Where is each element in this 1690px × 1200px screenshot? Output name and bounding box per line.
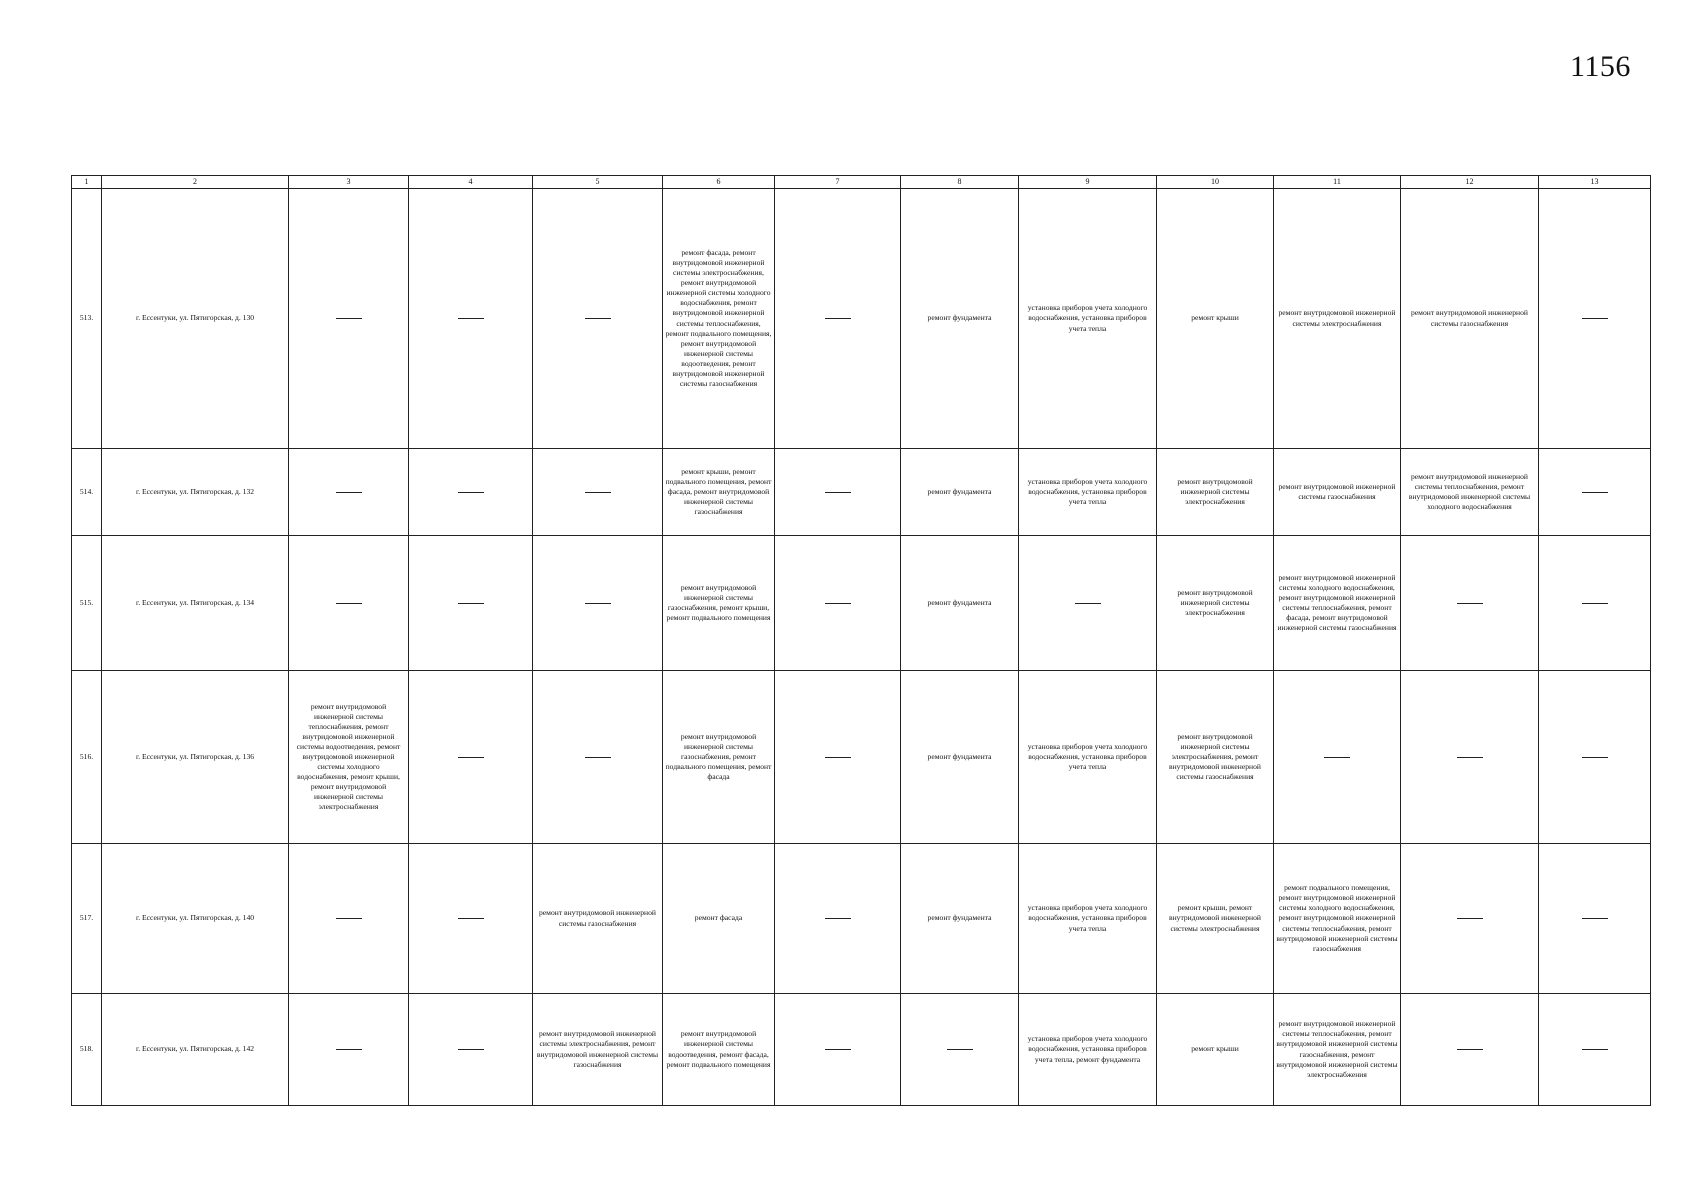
empty-cell bbox=[409, 449, 533, 536]
dash-mark bbox=[825, 757, 851, 758]
empty-cell bbox=[1019, 536, 1157, 671]
empty-cell bbox=[533, 189, 663, 449]
dash-mark bbox=[458, 318, 484, 319]
empty-cell bbox=[289, 189, 409, 449]
empty-cell bbox=[289, 449, 409, 536]
table-row bbox=[72, 189, 1651, 449]
work-type-cell: ремонт внутридомовой инженерной системы электроснабжения, ремонт внутридомовой инженерной системы газоснабжения bbox=[1157, 671, 1274, 844]
dash-mark bbox=[825, 603, 851, 604]
dash-mark bbox=[1582, 603, 1608, 604]
empty-cell bbox=[775, 449, 901, 536]
dash-mark bbox=[336, 918, 362, 919]
empty-cell bbox=[1401, 671, 1539, 844]
table-row bbox=[72, 536, 1651, 671]
empty-cell bbox=[775, 189, 901, 449]
dash-mark bbox=[585, 757, 611, 758]
column-number: 10 bbox=[1157, 176, 1274, 189]
work-type-cell: ремонт фундамента bbox=[901, 536, 1019, 671]
work-type-cell: установка приборов учета холодного водоснабжения, установка приборов учета тепла bbox=[1019, 189, 1157, 449]
page-number: 1156 bbox=[1570, 50, 1631, 83]
work-type-cell: ремонт внутридомовой инженерной системы электроснабжения bbox=[1157, 536, 1274, 671]
row-number: 513. bbox=[72, 189, 102, 449]
empty-cell bbox=[409, 994, 533, 1106]
work-type-cell: установка приборов учета холодного водоснабжения, установка приборов учета тепла bbox=[1019, 844, 1157, 994]
work-type-cell: ремонт подвального помещения, ремонт внутридомовой инженерной системы холодного водоснабжения, ремонт внутридомовой инженерной системы теплоснабжения, ремонт внутридомовой инженерной системы газоснабжения bbox=[1274, 844, 1401, 994]
work-type-cell: ремонт внутридомовой инженерной системы холодного водоснабжения, ремонт внутридомовой инженерной системы теплоснабжения, ремонт фасада, ремонт внутридомовой инженерной системы газоснабжения bbox=[1274, 536, 1401, 671]
dash-mark bbox=[1582, 757, 1608, 758]
work-type-cell: ремонт внутридомовой инженерной системы электроснабжения bbox=[1274, 189, 1401, 449]
column-number: 13 bbox=[1539, 176, 1651, 189]
work-type-cell: ремонт фасада, ремонт внутридомовой инженерной системы электроснабжения, ремонт внутридомовой инженерной системы холодного водоснабжения, ремонт внутридомовой инженерной системы теплоснабжения, ремонт подвального помещения, ремонт внутридомовой инженерной системы водоотведения, ремонт внутридомовой инженерной системы газоснабжения bbox=[663, 189, 775, 449]
column-number: 1 bbox=[72, 176, 102, 189]
row-number: 514. bbox=[72, 449, 102, 536]
work-type-cell: ремонт внутридомовой инженерной системы газоснабжения bbox=[533, 844, 663, 994]
dash-mark bbox=[1582, 1049, 1608, 1050]
work-type-cell: ремонт внутридомовой инженерной системы теплоснабжения, ремонт внутридомовой инженерной системы холодного водоснабжения bbox=[1401, 449, 1539, 536]
row-number: 517. bbox=[72, 844, 102, 994]
dash-mark bbox=[458, 757, 484, 758]
empty-cell bbox=[289, 994, 409, 1106]
table-body bbox=[72, 189, 1651, 1106]
work-type-cell: ремонт фундамента bbox=[901, 671, 1019, 844]
work-type-cell: ремонт внутридомовой инженерной системы газоснабжения, ремонт крыши, ремонт подвального помещения bbox=[663, 536, 775, 671]
work-type-cell: ремонт фундамента bbox=[901, 189, 1019, 449]
empty-cell bbox=[1401, 844, 1539, 994]
empty-cell bbox=[409, 844, 533, 994]
column-number: 7 bbox=[775, 176, 901, 189]
work-type-cell: ремонт крыши bbox=[1157, 994, 1274, 1106]
work-type-cell: ремонт внутридомовой инженерной системы газоснабжения bbox=[1274, 449, 1401, 536]
empty-cell bbox=[1401, 536, 1539, 671]
work-type-cell: ремонт внутридомовой инженерной системы газоснабжения bbox=[1401, 189, 1539, 449]
dash-mark bbox=[336, 603, 362, 604]
empty-cell bbox=[1401, 994, 1539, 1106]
empty-cell bbox=[409, 536, 533, 671]
dash-mark bbox=[1457, 757, 1483, 758]
empty-cell bbox=[1539, 994, 1651, 1106]
empty-cell bbox=[1539, 671, 1651, 844]
dash-mark bbox=[458, 918, 484, 919]
dash-mark bbox=[1075, 603, 1101, 604]
address-cell: г. Ессентуки, ул. Пятигорская, д. 134 bbox=[102, 536, 289, 671]
dash-mark bbox=[336, 318, 362, 319]
dash-mark bbox=[585, 492, 611, 493]
empty-cell bbox=[775, 844, 901, 994]
work-type-cell: ремонт фундамента bbox=[901, 844, 1019, 994]
work-type-cell: установка приборов учета холодного водоснабжения, установка приборов учета тепла bbox=[1019, 671, 1157, 844]
table-row bbox=[72, 844, 1651, 994]
empty-cell bbox=[1539, 449, 1651, 536]
column-number: 3 bbox=[289, 176, 409, 189]
empty-cell bbox=[901, 994, 1019, 1106]
empty-cell bbox=[533, 449, 663, 536]
column-number: 2 bbox=[102, 176, 289, 189]
dash-mark bbox=[1582, 918, 1608, 919]
empty-cell bbox=[775, 671, 901, 844]
dash-mark bbox=[1457, 603, 1483, 604]
address-cell: г. Ессентуки, ул. Пятигорская, д. 132 bbox=[102, 449, 289, 536]
work-type-cell: ремонт внутридомовой инженерной системы теплоснабжения, ремонт внутридомовой инженерной системы водоотведения, ремонт внутридомовой инженерной системы холодного водоснабжения, ремонт крыши, ремонт внутридомовой инженерной системы электроснабжения bbox=[289, 671, 409, 844]
work-type-cell: ремонт внутридомовой инженерной системы водоотведения, ремонт фасада, ремонт подвального помещения bbox=[663, 994, 775, 1106]
column-number: 6 bbox=[663, 176, 775, 189]
dash-mark bbox=[1457, 918, 1483, 919]
work-type-cell: ремонт крыши bbox=[1157, 189, 1274, 449]
column-number-row bbox=[72, 176, 1651, 189]
table-row bbox=[72, 449, 1651, 536]
dash-mark bbox=[947, 1049, 973, 1050]
empty-cell bbox=[533, 671, 663, 844]
empty-cell bbox=[409, 189, 533, 449]
empty-cell bbox=[775, 994, 901, 1106]
address-cell: г. Ессентуки, ул. Пятигорская, д. 136 bbox=[102, 671, 289, 844]
empty-cell bbox=[289, 536, 409, 671]
work-type-cell: ремонт внутридомовой инженерной системы теплоснабжения, ремонт внутридомовой инженерной системы газоснабжения, ремонт внутридомовой инженерной системы электроснабжения bbox=[1274, 994, 1401, 1106]
dash-mark bbox=[825, 492, 851, 493]
column-number: 5 bbox=[533, 176, 663, 189]
work-type-cell: ремонт крыши, ремонт подвального помещения, ремонт фасада, ремонт внутридомовой инженерной системы газоснабжения bbox=[663, 449, 775, 536]
empty-cell bbox=[1539, 536, 1651, 671]
dash-mark bbox=[825, 918, 851, 919]
column-number: 11 bbox=[1274, 176, 1401, 189]
work-type-cell: ремонт внутридомовой инженерной системы электроснабжения bbox=[1157, 449, 1274, 536]
row-number: 518. bbox=[72, 994, 102, 1106]
dash-mark bbox=[825, 1049, 851, 1050]
repair-schedule-table bbox=[71, 175, 1651, 1106]
work-type-cell: ремонт внутридомовой инженерной системы газоснабжения, ремонт подвального помещения, ремонт фасада bbox=[663, 671, 775, 844]
work-type-cell: установка приборов учета холодного водоснабжения, установка приборов учета тепла bbox=[1019, 449, 1157, 536]
work-type-cell: ремонт фундамента bbox=[901, 449, 1019, 536]
empty-cell bbox=[1274, 671, 1401, 844]
row-number: 516. bbox=[72, 671, 102, 844]
dash-mark bbox=[825, 318, 851, 319]
dash-mark bbox=[458, 603, 484, 604]
column-number: 8 bbox=[901, 176, 1019, 189]
address-cell: г. Ессентуки, ул. Пятигорская, д. 142 bbox=[102, 994, 289, 1106]
dash-mark bbox=[585, 318, 611, 319]
dash-mark bbox=[1324, 757, 1350, 758]
dash-mark bbox=[1582, 492, 1608, 493]
address-cell: г. Ессентуки, ул. Пятигорская, д. 140 bbox=[102, 844, 289, 994]
dash-mark bbox=[458, 492, 484, 493]
dash-mark bbox=[458, 1049, 484, 1050]
table-row bbox=[72, 994, 1651, 1106]
column-number: 12 bbox=[1401, 176, 1539, 189]
dash-mark bbox=[1582, 318, 1608, 319]
table-row bbox=[72, 671, 1651, 844]
work-type-cell: ремонт фасада bbox=[663, 844, 775, 994]
dash-mark bbox=[1457, 1049, 1483, 1050]
column-number: 9 bbox=[1019, 176, 1157, 189]
row-number: 515. bbox=[72, 536, 102, 671]
empty-cell bbox=[775, 536, 901, 671]
empty-cell bbox=[1539, 189, 1651, 449]
empty-cell bbox=[289, 844, 409, 994]
dash-mark bbox=[336, 492, 362, 493]
empty-cell bbox=[533, 536, 663, 671]
dash-mark bbox=[585, 603, 611, 604]
column-number: 4 bbox=[409, 176, 533, 189]
work-type-cell: установка приборов учета холодного водоснабжения, установка приборов учета тепла, ремонт фундамента bbox=[1019, 994, 1157, 1106]
empty-cell bbox=[1539, 844, 1651, 994]
work-type-cell: ремонт крыши, ремонт внутридомовой инженерной системы электроснабжения bbox=[1157, 844, 1274, 994]
work-type-cell: ремонт внутридомовой инженерной системы электроснабжения, ремонт внутридомовой инженерной системы газоснабжения bbox=[533, 994, 663, 1106]
dash-mark bbox=[336, 1049, 362, 1050]
empty-cell bbox=[409, 671, 533, 844]
address-cell: г. Ессентуки, ул. Пятигорская, д. 130 bbox=[102, 189, 289, 449]
